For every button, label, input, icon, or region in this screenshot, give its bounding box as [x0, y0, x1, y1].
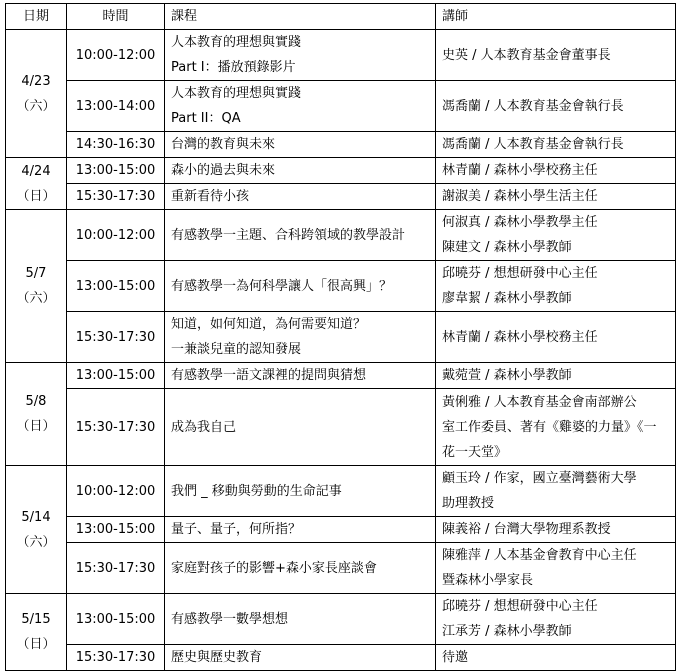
- speaker-line: 林青蘭 / 森林小學校務主任: [442, 163, 598, 178]
- topic-cell: [165, 132, 436, 158]
- weekday-label: （日）: [16, 419, 56, 434]
- header-time: 時間: [67, 4, 165, 30]
- speaker-line: 邱曉芬 / 想想研發中心主任: [442, 266, 598, 281]
- time-cell: 13:00-15:00: [67, 158, 165, 184]
- table-row: [6, 645, 676, 671]
- table-row: [6, 261, 676, 312]
- topic-line: 台灣的教育與未來: [171, 137, 276, 152]
- speaker-line: 助理教授: [442, 496, 495, 511]
- speaker-cell: [436, 312, 676, 363]
- date-label: 5/15: [21, 612, 51, 627]
- date-cell: [6, 466, 67, 594]
- time-cell: 13:00-15:00: [67, 261, 165, 312]
- topic-cell: [165, 389, 436, 466]
- topic-line: Part I：播放預錄影片: [171, 60, 296, 75]
- date-label: 5/14: [21, 509, 51, 525]
- time-cell: 13:00-15:00: [67, 363, 165, 389]
- date-label: 5/7: [25, 266, 47, 281]
- speaker-line: 待邀: [442, 650, 469, 665]
- table-row: [6, 158, 676, 184]
- speaker-cell: [436, 184, 676, 210]
- topic-cell: [165, 312, 436, 363]
- speaker-line: 室工作委員、著有《雞婆的力量》《一: [442, 419, 657, 435]
- speaker-line: 謝淑美 / 森林小學生活主任: [442, 189, 598, 204]
- table-row: [6, 184, 676, 210]
- speaker-line: 黃俐雅 / 人本教育基金會南部辦公: [442, 394, 637, 410]
- speaker-line: 陳義裕 / 台灣大學物理系教授: [442, 522, 611, 537]
- topic-line: 重新看待小孩: [171, 189, 250, 204]
- speaker-line: 陳雅萍 / 人本基金會教育中心主任: [442, 548, 637, 563]
- weekday-label: （六）: [16, 291, 56, 306]
- time-cell: 15:30-17:30: [67, 389, 165, 466]
- speaker-cell: [436, 261, 676, 312]
- table-row: [6, 543, 676, 594]
- time-cell: 13:00-15:00: [67, 594, 165, 645]
- table-row: [6, 81, 676, 132]
- speaker-line: 顧玉玲 / 作家，國立臺灣藝術大學: [442, 471, 637, 486]
- speaker-cell: [436, 81, 676, 132]
- date-label: 4/23: [21, 73, 51, 89]
- topic-line: 一兼談兒童的認知發展: [171, 342, 302, 357]
- topic-cell: [165, 466, 436, 517]
- speaker-cell: [436, 389, 676, 466]
- table-row: [6, 30, 676, 81]
- topic-line: 人本教育的理想與實踐: [171, 35, 302, 50]
- speaker-line: 江承芳 / 森林小學教師: [442, 624, 572, 639]
- weekday-label: （六）: [16, 98, 56, 114]
- topic-line: 家庭對孩子的影響+森小家長座談會: [171, 560, 377, 576]
- speaker-line: 馮喬蘭 / 人本教育基金會執行長: [442, 137, 624, 152]
- date-cell: [6, 363, 67, 466]
- time-cell: 10:00-12:00: [67, 210, 165, 261]
- speaker-line: 暨森林小學家長: [442, 573, 534, 588]
- date-cell: [6, 594, 67, 671]
- speaker-cell: [436, 466, 676, 517]
- speaker-cell: [436, 30, 676, 81]
- table-row: [6, 389, 676, 466]
- time-cell: 13:00-15:00: [67, 517, 165, 543]
- time-cell: 15:30-17:30: [67, 543, 165, 594]
- speaker-line: 林青蘭 / 森林小學校務主任: [442, 329, 598, 345]
- time-cell: 15:30-17:30: [67, 645, 165, 671]
- table-row: [6, 210, 676, 261]
- date-cell: [6, 210, 67, 363]
- table-row: [6, 363, 676, 389]
- topic-line: 有感教學一為何科學讓人「很高興」？: [171, 278, 393, 294]
- topic-cell: [165, 30, 436, 81]
- topic-line: 成為我自己: [171, 419, 237, 435]
- table-row: [6, 312, 676, 363]
- table-row: [6, 466, 676, 517]
- topic-line: 我們 _ 移動與勞動的生命記事: [171, 483, 342, 499]
- topic-line: 有感教學一語文課裡的提問與猜想: [171, 368, 367, 383]
- topic-line: 歷史與歷史教育: [171, 650, 263, 665]
- date-label: 5/8: [25, 394, 47, 409]
- topic-line: 量子、量子，何所指？: [171, 522, 302, 537]
- topic-cell: [165, 210, 436, 261]
- topic-line: 有感教學一主題、合科跨領域的教學設計: [171, 227, 406, 243]
- weekday-label: （日）: [16, 637, 56, 652]
- header-speaker: 講師: [436, 4, 676, 30]
- speaker-cell: [436, 132, 676, 158]
- speaker-cell: [436, 158, 676, 184]
- header-topic: 課程: [165, 4, 436, 30]
- speaker-line: 馮喬蘭 / 人本教育基金會執行長: [442, 98, 624, 114]
- time-cell: 15:30-17:30: [67, 312, 165, 363]
- speaker-line: 邱曉芬 / 想想研發中心主任: [442, 599, 598, 614]
- speaker-cell: [436, 363, 676, 389]
- topic-line: 森小的過去與未來: [171, 163, 276, 178]
- weekday-label: （日）: [16, 188, 56, 204]
- topic-cell: [165, 645, 436, 671]
- speaker-cell: [436, 645, 676, 671]
- speaker-line: 陳建文 / 森林小學教師: [442, 240, 572, 255]
- speaker-cell: [436, 517, 676, 543]
- date-label: 4/24: [21, 163, 51, 179]
- speaker-line: 何淑真 / 森林小學教學主任: [442, 215, 598, 230]
- topic-cell: [165, 158, 436, 184]
- topic-line: 有感教學一數學想想: [171, 611, 289, 627]
- date-cell: [6, 158, 67, 210]
- time-cell: 15:30-17:30: [67, 184, 165, 210]
- topic-cell: [165, 594, 436, 645]
- topic-line: 知道，如何知道，為何需要知道？: [171, 317, 367, 332]
- schedule-table: [5, 3, 676, 671]
- topic-cell: [165, 81, 436, 132]
- table-row: [6, 132, 676, 158]
- time-cell: 10:00-12:00: [67, 30, 165, 81]
- header-date: 日期: [6, 4, 67, 30]
- speaker-line: 花一天堂》: [442, 444, 508, 460]
- topic-cell: [165, 543, 436, 594]
- speaker-line: 史英 / 人本教育基金會董事長: [442, 47, 611, 63]
- header-row: [6, 4, 676, 30]
- speaker-cell: [436, 594, 676, 645]
- weekday-label: （六）: [16, 534, 56, 550]
- speaker-cell: [436, 210, 676, 261]
- speaker-line: 戴菀萱 / 森林小學教師: [442, 368, 572, 383]
- time-cell: 10:00-12:00: [67, 466, 165, 517]
- topic-cell: [165, 184, 436, 210]
- time-cell: 13:00-14:00: [67, 81, 165, 132]
- table-row: [6, 594, 676, 645]
- speaker-cell: [436, 543, 676, 594]
- topic-cell: [165, 363, 436, 389]
- topic-line: 人本教育的理想與實踐: [171, 86, 302, 101]
- speaker-line: 廖韋絜 / 森林小學教師: [442, 291, 572, 306]
- table-row: [6, 517, 676, 543]
- time-cell: 14:30-16:30: [67, 132, 165, 158]
- topic-cell: [165, 261, 436, 312]
- topic-line: Part II：QA: [171, 111, 241, 126]
- date-cell: [6, 30, 67, 158]
- topic-cell: [165, 517, 436, 543]
